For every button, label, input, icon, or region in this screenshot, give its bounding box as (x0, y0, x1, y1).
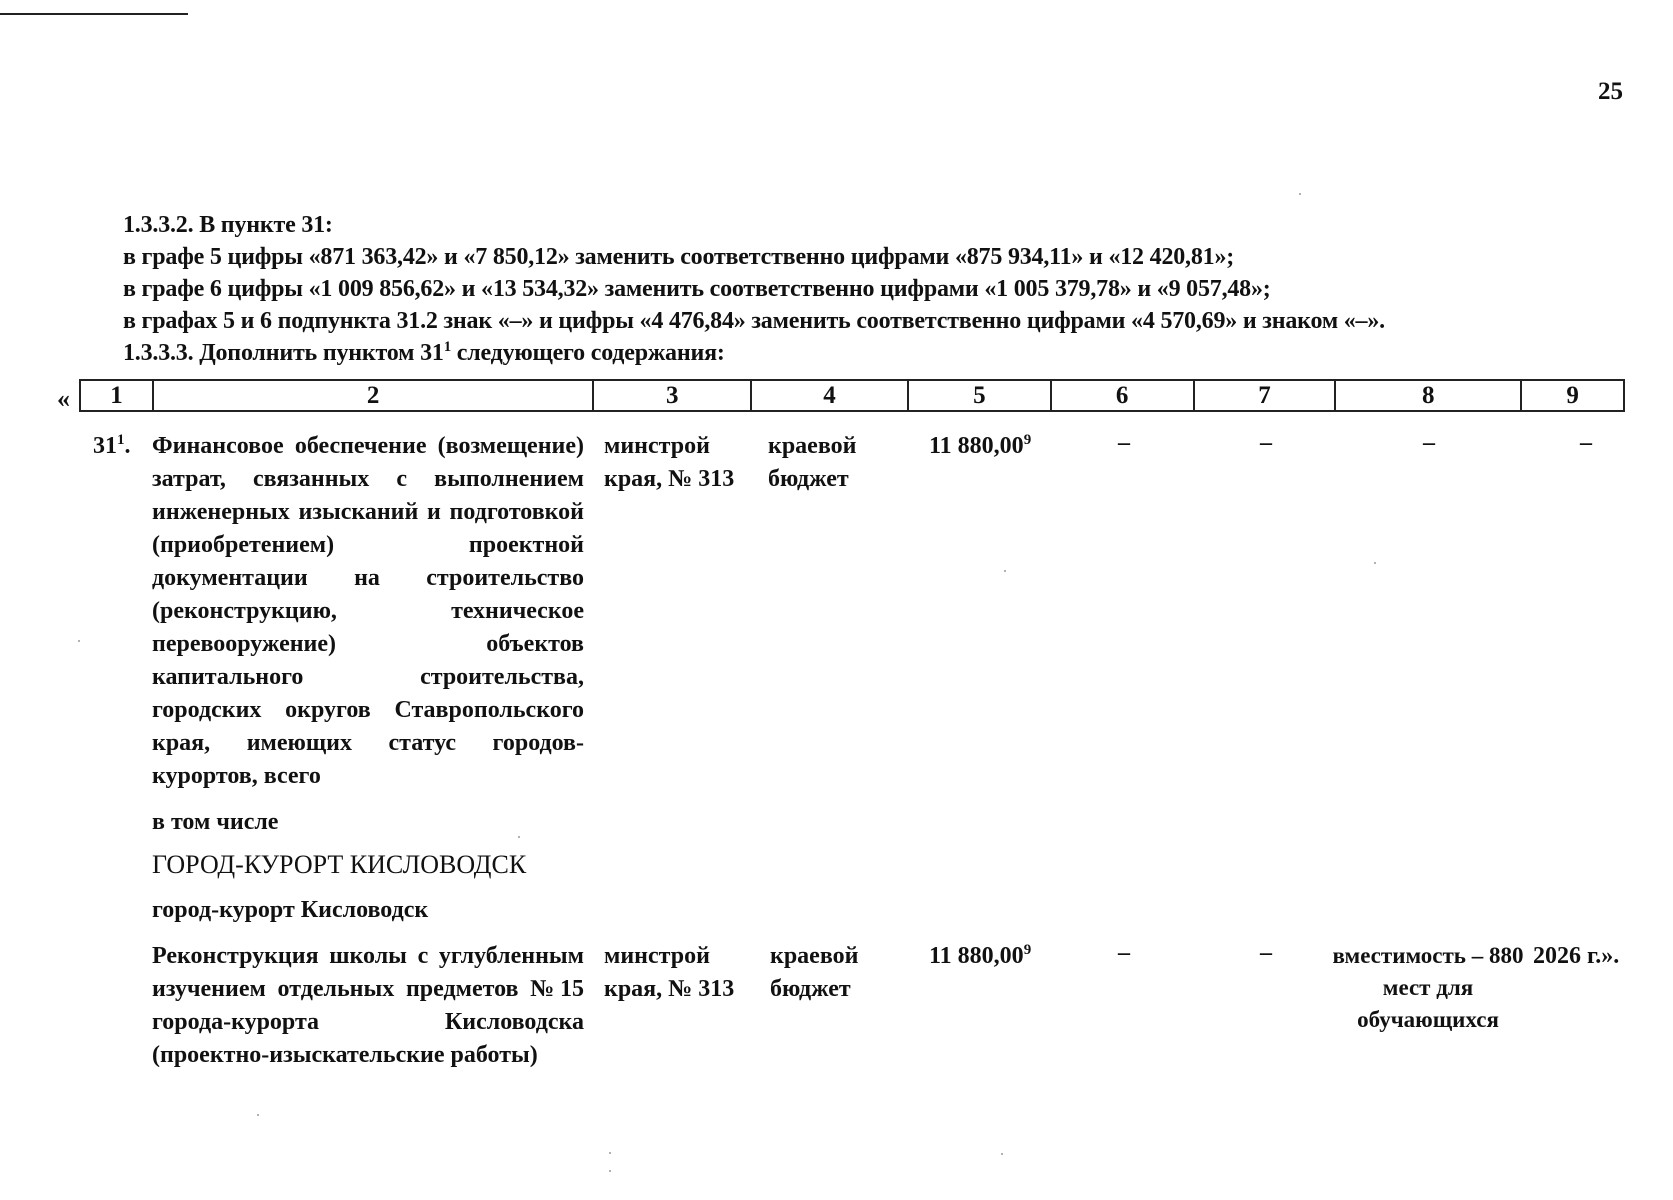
table-open-quote: « (57, 384, 70, 413)
page-number: 25 (1598, 78, 1623, 105)
header-col-7: 7 (1195, 381, 1337, 410)
amendment-line-1: 1.3.3.2. В пункте 31: (123, 212, 333, 238)
scan-speck (1374, 562, 1376, 564)
amendment-line-4: в графах 5 и 6 подпункта 31.2 знак «–» и цифры «4 476,84» заменить соответственно цифрами «4 570,69» и знаком «–». (123, 308, 1385, 334)
row-main-number-base: 31 (93, 433, 117, 459)
district-heading: город-курорт Кисловодск (152, 897, 429, 923)
row-sub-executor: минстрой края, № 313 (604, 943, 735, 1002)
row-sub-col8: вместимость – 880 мест для обучающихся (1332, 943, 1524, 1032)
header-col-8: 8 (1336, 381, 1522, 410)
header-col-6: 6 (1052, 381, 1195, 410)
amendment-line-5-prefix: 1.3.3.3. Дополнить пунктом 31 (123, 340, 444, 366)
scan-speck (257, 1114, 259, 1116)
row-main-col8: – (1423, 430, 1435, 456)
header-col-4: 4 (752, 381, 909, 410)
row-main-number (93, 430, 131, 463)
row-sub-source: краевой бюджет (770, 943, 859, 1002)
scan-speck (1299, 193, 1301, 195)
header-col-2: 2 (154, 381, 594, 410)
district-heading-upper: ГОРОД-КУРОРТ КИСЛОВОДСК (152, 850, 527, 879)
row-main-amount-value: 11 880,00 (929, 433, 1024, 459)
header-col-5: 5 (909, 381, 1052, 410)
including-label: в том числе (152, 809, 279, 835)
scan-speck (1001, 1153, 1003, 1155)
row-sub-amount-sup: 9 (1023, 942, 1032, 958)
table-header-row (79, 379, 1625, 412)
scan-speck (1004, 570, 1006, 572)
header-col-9: 9 (1566, 382, 1579, 409)
header-col-1: 1 (81, 381, 154, 410)
top-rule (0, 13, 188, 15)
row-main-executor: минстрой края, № 313 (604, 433, 735, 492)
row-sub-amount-value: 11 880,00 (929, 943, 1024, 969)
header-col-3: 3 (594, 381, 752, 410)
row-main-amount (929, 430, 1031, 463)
row-main-description: Финансовое обеспечение (возмещение) затрат, связанных с выполнением инженерных изысканий и подготовкой (приобретением) проектной документации на строительство (реконструкцию, техническое перевооружение) объектов капитального строительства, городских округов Ставропольского края, имеющих статус городов-курортов, всего (152, 433, 584, 789)
row-sub-amount (929, 940, 1031, 973)
scan-speck (609, 1170, 611, 1172)
row-main-col7: – (1260, 430, 1272, 456)
amendment-line-5-suffix: следующего содержания: (451, 340, 725, 366)
amendment-line-5 (123, 340, 725, 367)
amendment-line-3: в графе 6 цифры «1 009 856,62» и «13 534,32» заменить соответственно цифрами «1 005 379,78» и «9 057,48»; (123, 276, 1271, 302)
row-sub-col6: – (1118, 940, 1130, 966)
scan-speck (78, 640, 80, 642)
row-main-number-sup: 1 (117, 432, 125, 448)
row-sub-col7: – (1260, 940, 1272, 966)
row-main-number-suffix: . (124, 433, 131, 459)
row-sub-col9: 2026 г.». (1533, 943, 1620, 969)
row-main-amount-sup: 9 (1023, 432, 1032, 448)
row-main-col6: – (1118, 430, 1130, 456)
row-sub-description: Реконструкция школы с углубленным изучением отдельных предметов №15 города-курорта Кисловодска (проектно-изыскательские работы) (152, 943, 584, 1068)
amendment-line-5-sup: 1 (443, 339, 451, 355)
amendment-line-2: в графе 5 цифры «871 363,42» и «7 850,12» заменить соответственно цифрами «875 934,11» и «12 420,81»; (123, 244, 1235, 270)
row-main-col9: – (1580, 430, 1592, 456)
scan-speck (518, 836, 520, 838)
scan-speck (609, 1152, 611, 1154)
row-main-source: краевой бюджет (768, 433, 857, 492)
